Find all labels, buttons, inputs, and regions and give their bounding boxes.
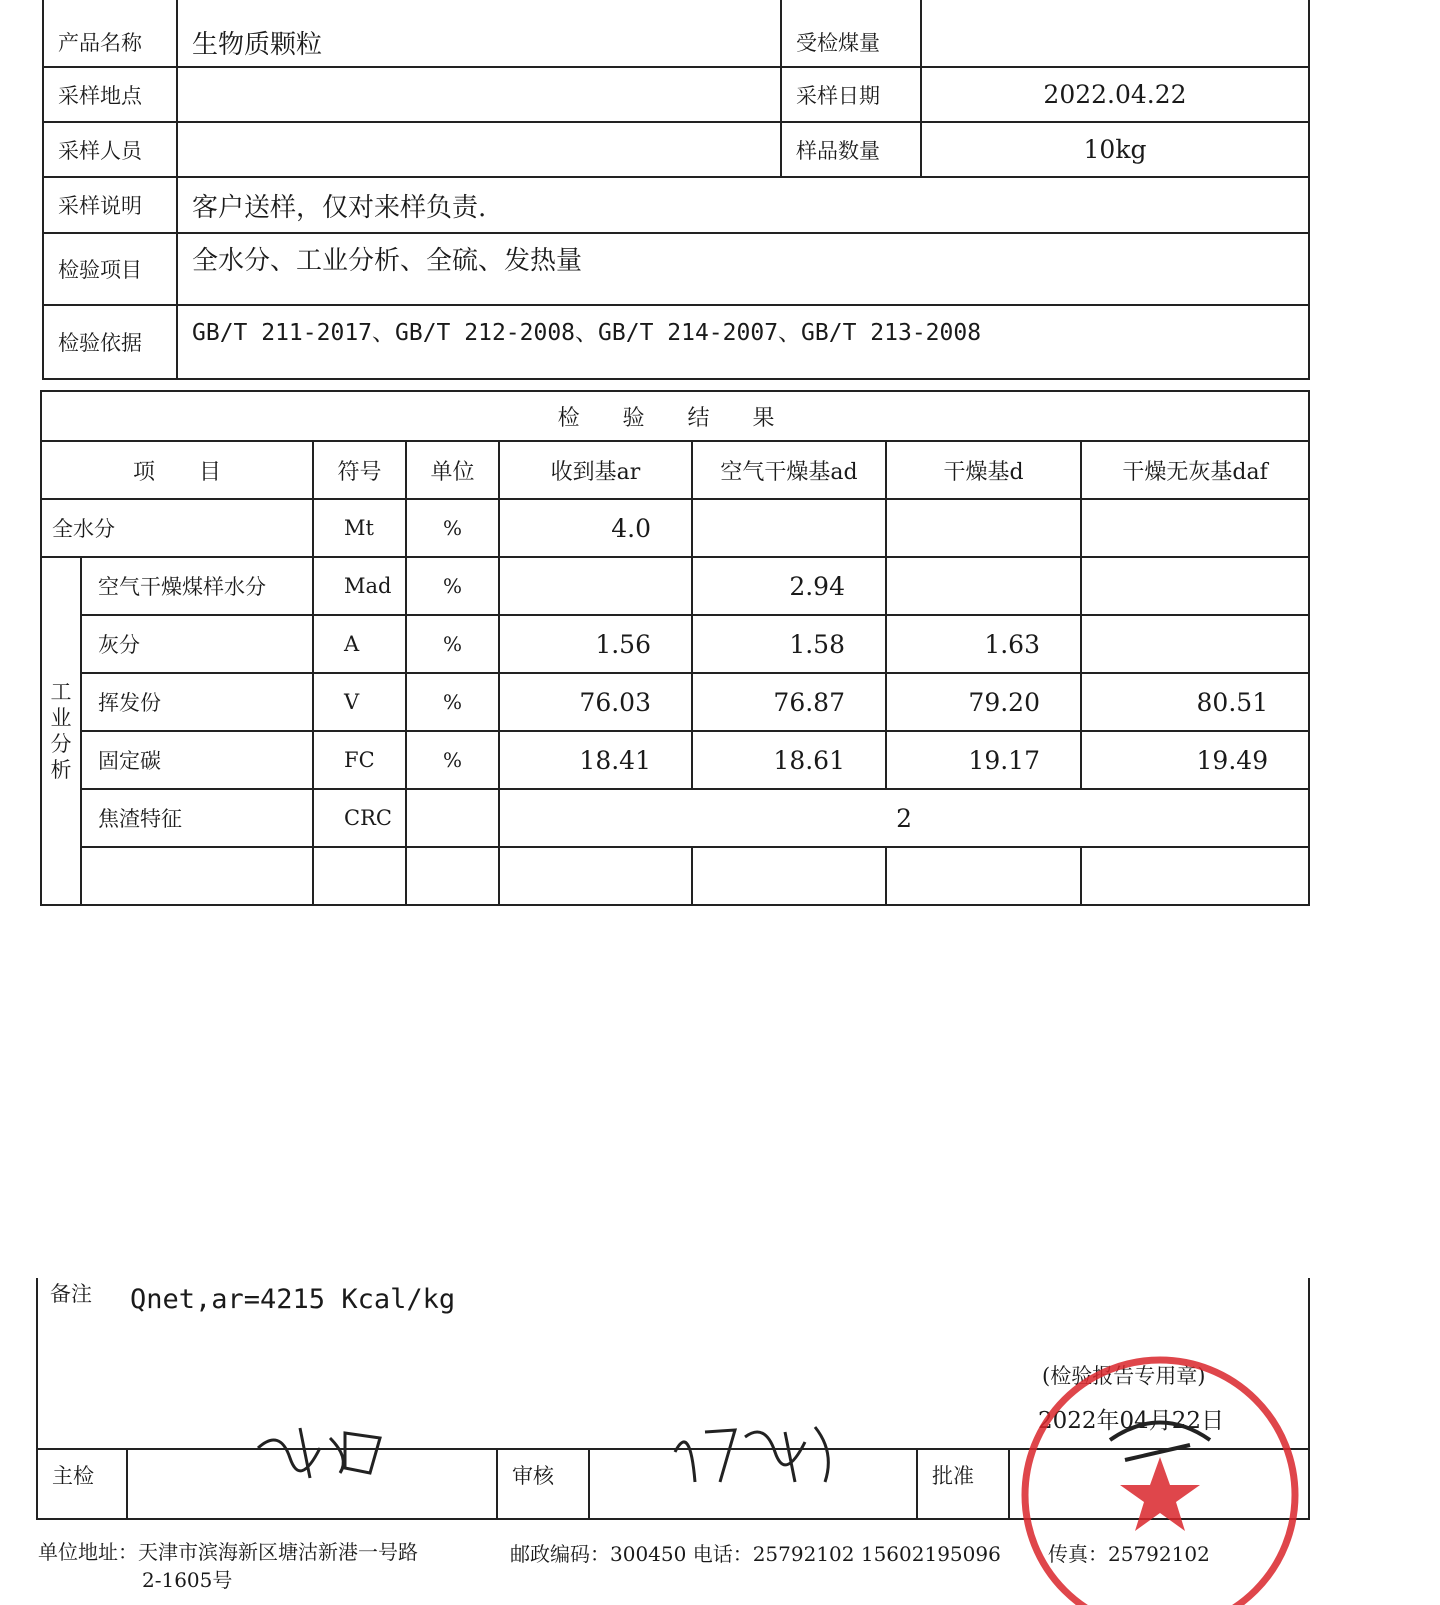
table-row — [41, 673, 1309, 731]
results-table — [40, 390, 1310, 906]
table-row — [43, 122, 1309, 177]
remarks-text: Qnet,ar=4215 Kcal/kg — [130, 1284, 456, 1315]
row-name-placeholder — [81, 847, 313, 905]
row-symbol-mt: Mt — [313, 499, 406, 557]
row-symbol-mad: Mad — [313, 557, 406, 615]
cell-fc-d: 19.17 — [886, 731, 1081, 789]
cell-mad-ar — [499, 557, 692, 615]
col-header-symbol: 符号 — [313, 441, 406, 499]
table-row — [41, 789, 1309, 847]
inspector-label: 主检 — [37, 1449, 127, 1519]
test-basis-value: GB/T 211-2017、GB/T 212-2008、GB/T 214-2007、GB/T 213-2008 — [177, 305, 1309, 379]
row-name-mad: 空气干燥煤样水分 — [81, 557, 313, 615]
sampling-site-label: 采样地点 — [43, 67, 177, 122]
row-name-a: 灰分 — [81, 615, 313, 673]
sampling-site-value — [177, 67, 781, 122]
row-unit-a: % — [406, 615, 499, 673]
table-row — [41, 731, 1309, 789]
test-items-value: 全水分、工业分析、全硫、发热量 — [177, 233, 1309, 305]
cell-empty — [886, 847, 1081, 905]
row-symbol-a: A — [313, 615, 406, 673]
sample-qty-label: 样品数量 — [781, 122, 921, 177]
table-row — [41, 499, 1309, 557]
inspector-signature — [250, 1418, 390, 1488]
cell-v-d: 79.20 — [886, 673, 1081, 731]
cell-a-daf — [1081, 615, 1309, 673]
product-name-value: 生物质颗粒 — [177, 0, 781, 67]
stamp-note: (检验报告专用章) — [1042, 1364, 1206, 1388]
col-header-ar: 收到基ar — [499, 441, 692, 499]
row-name-crc: 焦渣特征 — [81, 789, 313, 847]
row-unit-mt: % — [406, 499, 499, 557]
row-unit-placeholder — [406, 847, 499, 905]
address-line-1: 单位地址：天津市滨海新区塘沽新港一号路 — [38, 1540, 418, 1564]
cell-mad-d — [886, 557, 1081, 615]
address-line-2: 2-1605号 — [142, 1568, 233, 1592]
row-name-v: 挥发份 — [81, 673, 313, 731]
footer-contacts: 邮政编码：300450 电话：25792102 15602195096 — [510, 1542, 1001, 1566]
coal-amount-value — [921, 0, 1309, 67]
table-row — [43, 177, 1309, 233]
sampler-value — [177, 122, 781, 177]
cell-empty — [499, 847, 692, 905]
footer-address — [38, 1538, 418, 1594]
reviewer-label: 审核 — [497, 1449, 589, 1519]
cell-fc-ad: 18.61 — [692, 731, 886, 789]
table-row — [43, 233, 1309, 305]
sampling-note-label: 采样说明 — [43, 177, 177, 233]
product-name-label: 产品名称 — [43, 0, 177, 67]
cell-mad-ad: 2.94 — [692, 557, 886, 615]
cell-fc-ar: 18.41 — [499, 731, 692, 789]
sampler-label: 采样人员 — [43, 122, 177, 177]
stamp-date: 2022年04月22日 — [1038, 1408, 1225, 1434]
reviewer-signature — [665, 1412, 845, 1492]
cell-mad-daf — [1081, 557, 1309, 615]
cell-a-d: 1.63 — [886, 615, 1081, 673]
row-symbol-v: V — [313, 673, 406, 731]
cell-v-ad: 76.87 — [692, 673, 886, 731]
test-basis-label: 检验依据 — [43, 305, 177, 379]
sampling-note-value: 客户送样，仅对来样负责. — [177, 177, 1309, 233]
table-row — [43, 305, 1309, 379]
row-name-mt: 全水分 — [41, 499, 313, 557]
results-title: 检 验 结 果 — [41, 391, 1309, 441]
cell-mt-ar: 4.0 — [499, 499, 692, 557]
table-header-row — [41, 441, 1309, 499]
row-unit-mad: % — [406, 557, 499, 615]
remarks-label: 备注 — [50, 1282, 92, 1306]
row-symbol-crc: CRC — [313, 789, 406, 847]
sampling-date-label: 采样日期 — [781, 67, 921, 122]
cell-a-ad: 1.58 — [692, 615, 886, 673]
approver-label: 批准 — [917, 1449, 1009, 1519]
cell-mt-d — [886, 499, 1081, 557]
row-symbol-fc: FC — [313, 731, 406, 789]
row-unit-fc: % — [406, 731, 499, 789]
cell-v-daf: 80.51 — [1081, 673, 1309, 731]
footer-fax: 传真：25792102 — [1048, 1542, 1210, 1566]
table-row — [41, 391, 1309, 441]
table-row — [43, 67, 1309, 122]
cell-empty — [692, 847, 886, 905]
sample-info-table — [42, 0, 1310, 380]
cell-fc-daf: 19.49 — [1081, 731, 1309, 789]
test-items-label: 检验项目 — [43, 233, 177, 305]
coal-amount-label: 受检煤量 — [781, 0, 921, 67]
table-row — [41, 557, 1309, 615]
col-header-item: 项 目 — [41, 441, 313, 499]
table-row — [43, 0, 1309, 67]
sampling-date-value: 2022.04.22 — [921, 67, 1309, 122]
row-unit-crc — [406, 789, 499, 847]
col-header-ad: 空气干燥基ad — [692, 441, 886, 499]
sample-qty-value: 10kg — [921, 122, 1309, 177]
cell-v-ar: 76.03 — [499, 673, 692, 731]
cell-mt-ad — [692, 499, 886, 557]
col-header-d: 干燥基d — [886, 441, 1081, 499]
cell-a-ar: 1.56 — [499, 615, 692, 673]
row-unit-v: % — [406, 673, 499, 731]
group-label-industrial: 工 业 分 析 — [41, 557, 81, 905]
cell-empty — [1081, 847, 1309, 905]
col-header-unit: 单位 — [406, 441, 499, 499]
col-header-daf: 干燥无灰基daf — [1081, 441, 1309, 499]
table-row — [41, 847, 1309, 905]
row-symbol-placeholder — [313, 847, 406, 905]
table-row — [41, 615, 1309, 673]
cell-crc-value: 2 — [499, 789, 1309, 847]
row-name-fc: 固定碳 — [81, 731, 313, 789]
cell-mt-daf — [1081, 499, 1309, 557]
